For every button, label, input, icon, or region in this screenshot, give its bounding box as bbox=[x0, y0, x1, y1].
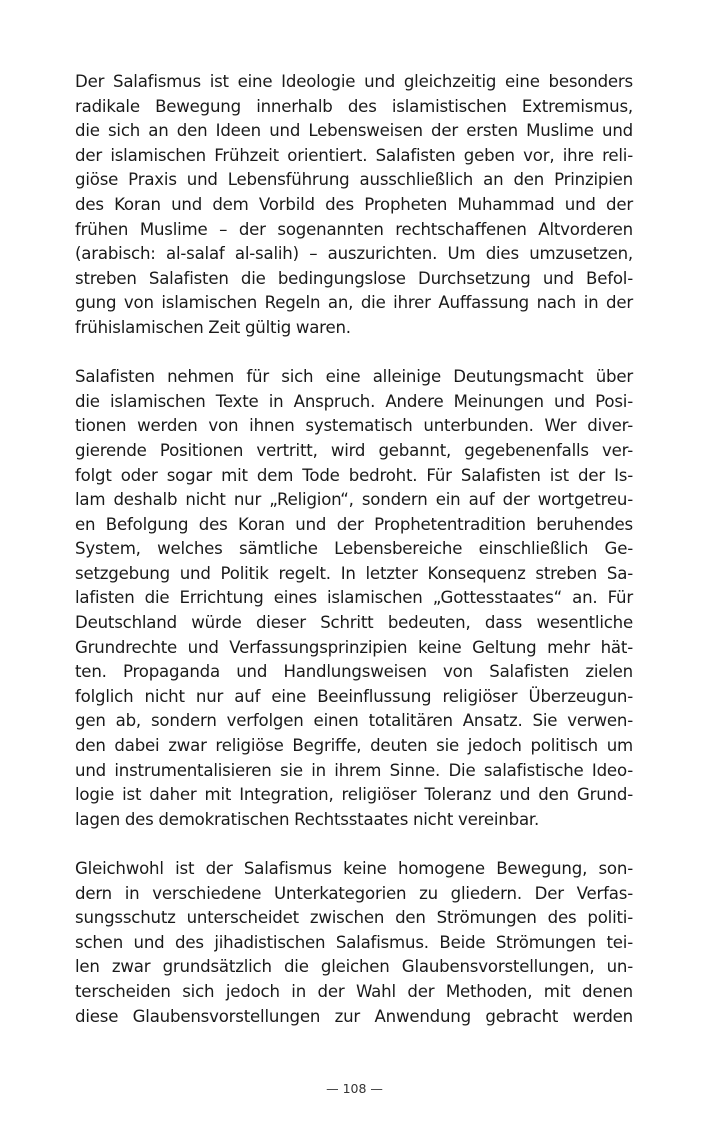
text-line: Gleichwohl ist der Salafismus keine homogene Bewegung, son- bbox=[75, 859, 633, 878]
text-line: lam deshalb nicht nur „Religion“, sondern ein auf der wortgetreu- bbox=[75, 490, 633, 510]
text-line: terscheiden sich jedoch in der Wahl der Methoden, mit denen bbox=[75, 981, 633, 1001]
text-line: logie ist daher mit Integration, religiöser Toleranz und den Grund- bbox=[75, 785, 633, 805]
text-line: sungsschutz unterscheidet zwischen den Strömungen des politi- bbox=[75, 908, 633, 928]
text-line: System, welches sämtliche Lebensbereiche einschließlich Ge- bbox=[75, 539, 633, 559]
text-line: len zwar grundsätzlich die gleichen Glaubensvorstellungen, un- bbox=[75, 957, 633, 977]
text-line: folgt oder sogar mit dem Tode bedroht. Für Salafisten ist der Is- bbox=[75, 465, 633, 485]
text-line: Salafisten nehmen für sich eine alleinige Deutungsmacht über bbox=[75, 367, 633, 387]
paragraph bbox=[75, 70, 633, 341]
text-line: Der Salafismus ist eine Ideologie und gleichzeitig eine besonders bbox=[75, 72, 633, 91]
text-line: ten. Propaganda und Handlungsweisen von Salafisten zielen bbox=[75, 662, 633, 682]
text-line: folglich nicht nur auf eine Beeinflussung religiöser Überzeugun- bbox=[75, 686, 633, 706]
text-line: (arabisch: al-salaf al-salih) – auszurichten. Um dies umzusetzen, bbox=[75, 244, 633, 264]
text-line: die sich an den Ideen und Lebensweisen der ersten Muslime und bbox=[75, 121, 633, 141]
text-line: der islamischen Frühzeit orientiert. Salafisten geben vor, ihre reli- bbox=[75, 145, 633, 165]
text-line: streben Salafisten die bedingungslose Durchsetzung und Befol- bbox=[75, 268, 633, 288]
text-line: Grundrechte und Verfassungsprinzipien keine Geltung mehr hät- bbox=[75, 637, 633, 657]
text-line: Deutschland würde dieser Schritt bedeuten, dass wesentliche bbox=[75, 613, 633, 633]
page-number: — 108 — bbox=[326, 1081, 383, 1096]
text-line: lafisten die Errichtung eines islamischen „Gottesstaates“ an. Für bbox=[75, 588, 633, 608]
page-body bbox=[75, 70, 633, 1054]
text-line: gung von islamischen Regeln an, die ihrer Auffassung nach in der bbox=[75, 293, 633, 313]
text-line: gierende Positionen vertritt, wird gebannt, gegebenenfalls ver- bbox=[75, 440, 633, 460]
text-line: und instrumentalisieren sie in ihrem Sinne. Die salafistische Ideo- bbox=[75, 760, 633, 780]
text-line: tionen werden von ihnen systematisch unterbunden. Wer diver- bbox=[75, 416, 633, 436]
text-line: die islamischen Texte in Anspruch. Andere Meinungen und Posi- bbox=[75, 391, 633, 411]
text-line: des Koran und dem Vorbild des Propheten Muhammad und der bbox=[75, 194, 633, 214]
text-line: frühislamischen Zeit gültig waren. bbox=[75, 317, 351, 337]
text-line: setzgebung und Politik regelt. In letzter Konsequenz streben Sa- bbox=[75, 563, 633, 583]
text-line: radikale Bewegung innerhalb des islamistischen Extremismus, bbox=[75, 96, 633, 116]
text-line: en Befolgung des Koran und der Prophetentradition beruhendes bbox=[75, 514, 633, 534]
text-line: schen und des jihadistischen Salafismus. Beide Strömungen tei- bbox=[75, 932, 633, 952]
paragraph bbox=[75, 365, 633, 832]
text-line: diese Glaubensvorstellungen zur Anwendung gebracht werden bbox=[75, 1006, 633, 1026]
text-line: lagen des demokratischen Rechtsstaates nicht vereinbar. bbox=[75, 809, 540, 829]
text-line: dern in verschiedene Unterkategorien zu gliedern. Der Verfas- bbox=[75, 883, 633, 903]
text-line: den dabei zwar religiöse Begriffe, deuten sie jedoch politisch um bbox=[75, 736, 633, 756]
paragraph bbox=[75, 857, 633, 1029]
text-line: gen ab, sondern verfolgen einen totalitären Ansatz. Sie verwen- bbox=[75, 711, 633, 731]
text-line: giöse Praxis und Lebensführung ausschließlich an den Prinzipien bbox=[75, 170, 633, 190]
text-line: frühen Muslime – der sogenannten rechtschaffenen Altvorderen bbox=[75, 219, 633, 239]
